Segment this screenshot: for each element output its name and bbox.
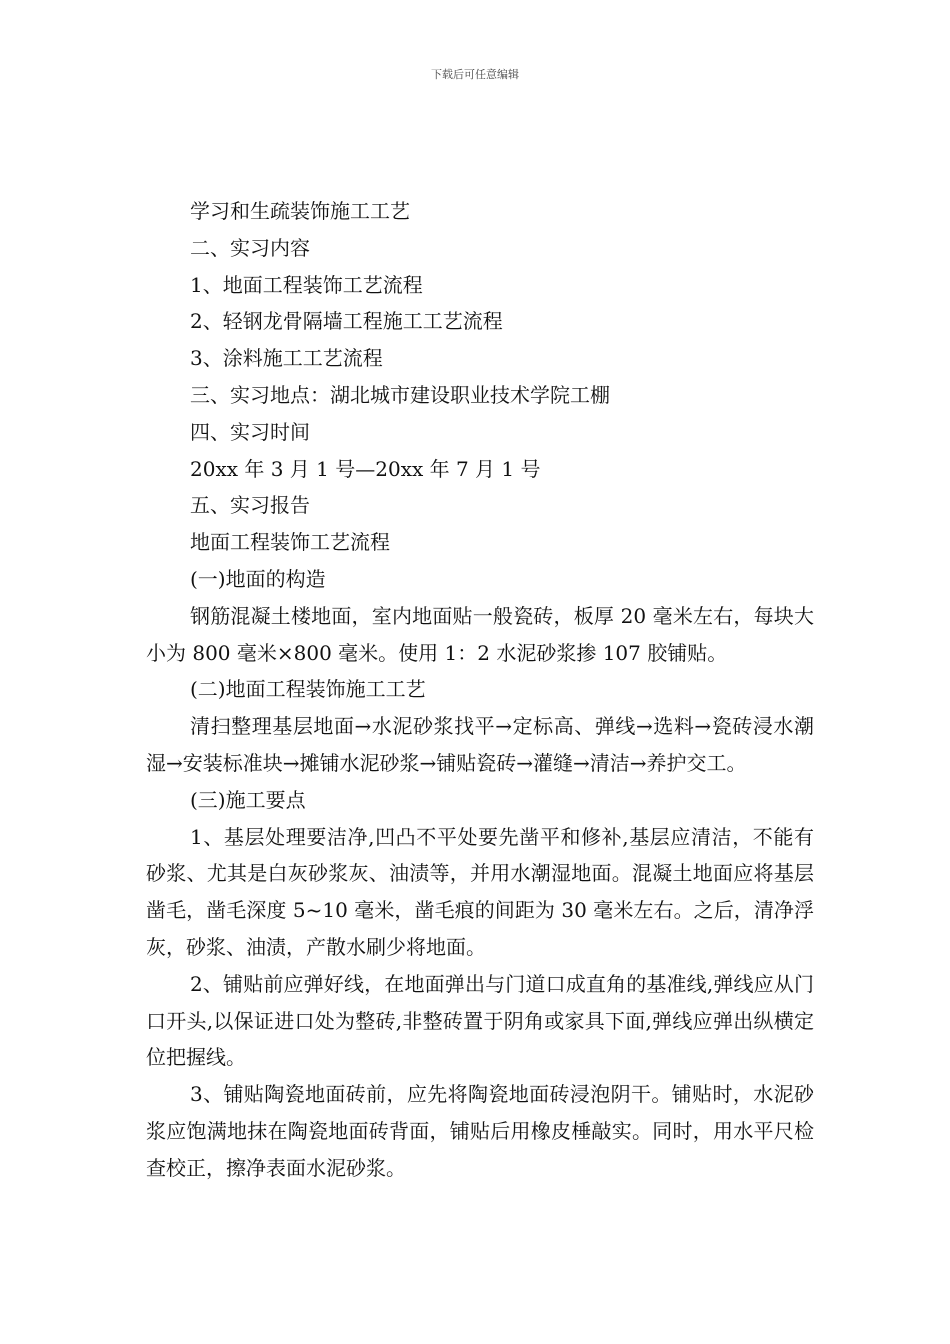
paragraph: 2、铺贴前应弹好线，在地面弹出与门道口成直角的基准线,弹线应从门口开头,以保证进口处为整砖,非整砖置于阴角或家具下面,弹线应弹出纵横定位把握线。: [146, 971, 814, 1070]
subsection-title: 地面工程装饰工艺流程: [190, 530, 390, 555]
list-item: 1、地面工程装饰工艺流程: [190, 272, 423, 297]
page-header: 下载后可任意编辑: [431, 68, 519, 81]
section-heading: 五、实习报告: [190, 493, 310, 518]
section-heading: 四、实习时间: [190, 419, 310, 444]
list-item: 3、涂料施工工艺流程: [190, 346, 383, 371]
subsection-heading: (一)地面的构造: [190, 566, 326, 591]
paragraph: 1、基层处理要洁净,凹凸不平处要先凿平和修补,基层应清洁，不能有砂浆、尤其是白灰砂浆灰、油渍等，并用水潮湿地面。混凝土地面应将基层凿毛，凿毛深度 5~10 毫米，凿毛痕的间距为 30 毫米左右。之后，清净浮灰，砂浆、油渍，产散水刷少将地面。: [146, 824, 814, 959]
section-heading: 三、实习地点：湖北城市建设职业技术学院工棚: [190, 382, 610, 407]
section-heading: 二、实习内容: [190, 235, 310, 260]
list-item: 2、轻钢龙骨隔墙工程施工工艺流程: [190, 309, 503, 334]
text-line: 学习和生疏装饰施工工艺: [190, 199, 410, 223]
document-body: [146, 193, 814, 1187]
paragraph: 钢筋混凝土楼地面，室内地面贴一般瓷砖，板厚 20 毫米左右，每块大小为 800 毫米×800 毫米。使用 1：2 水泥砂浆掺 107 胶铺贴。: [146, 603, 814, 665]
paragraph: 3、铺贴陶瓷地面砖前，应先将陶瓷地面砖浸泡阴干。铺贴时，水泥砂浆应饱满地抹在陶瓷地面砖背面，铺贴后用橡皮棰敲实。同时，用水平尺检查校正，擦净表面水泥砂浆。: [146, 1082, 814, 1180]
date-range: 20xx 年 3 月 1 号—20xx 年 7 月 1 号: [190, 456, 541, 481]
subsection-heading: (三)施工要点: [190, 787, 306, 812]
paragraph: 清扫整理基层地面→水泥砂浆找平→定标高、弹线→选料→瓷砖浸水潮湿→安装标准块→摊铺水泥砂浆→铺贴瓷砖→灌缝→清洁→养护交工。: [146, 714, 814, 775]
subsection-heading: (二)地面工程装饰施工工艺: [190, 677, 426, 702]
